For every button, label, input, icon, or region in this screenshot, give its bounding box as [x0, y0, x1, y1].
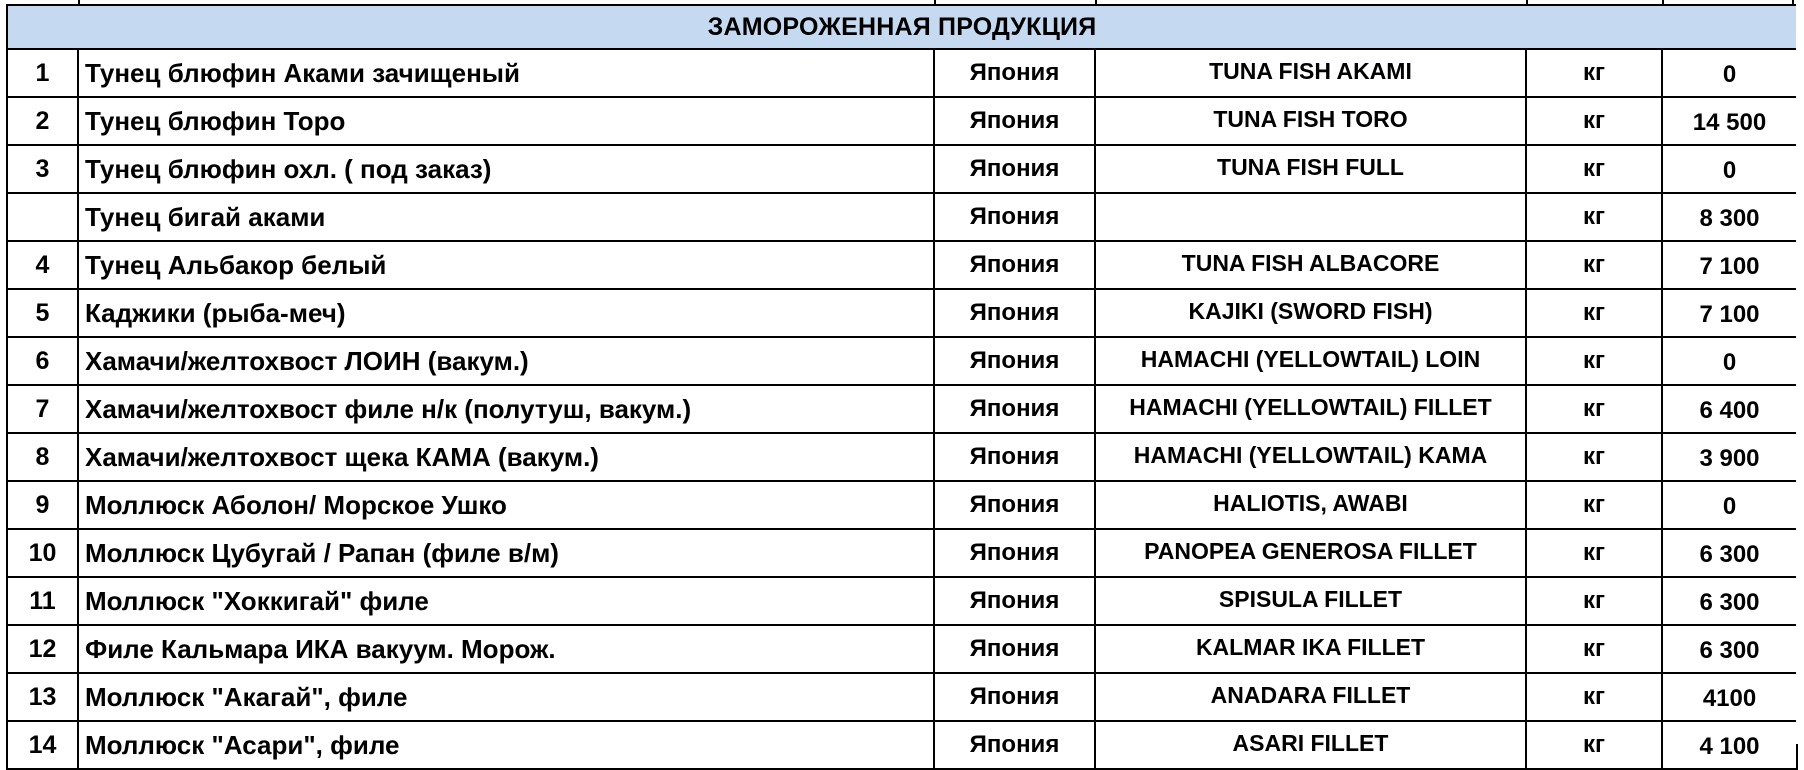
country-cell[interactable]: Япония [934, 529, 1095, 577]
country-cell[interactable]: Япония [934, 289, 1095, 337]
product-name-cell[interactable]: Хамачи/желтохвост ЛОИН (вакум.) [78, 337, 934, 385]
section-header-row [7, 5, 1797, 49]
row-number-cell[interactable] [7, 193, 78, 241]
price-cell[interactable]: 7 100 [1662, 289, 1797, 337]
table-row [7, 721, 1797, 769]
table-row [7, 97, 1797, 145]
product-name-cell[interactable]: Тунец блюфин охл. ( под заказ) [78, 145, 934, 193]
price-cell[interactable]: 6 300 [1662, 577, 1797, 625]
english-name-cell[interactable]: ASARI FILLET [1095, 721, 1526, 769]
english-name-cell[interactable]: ANADARA FILLET [1095, 673, 1526, 721]
section-title[interactable]: ЗАМОРОЖЕННАЯ ПРОДУКЦИЯ [7, 5, 1797, 49]
price-cell[interactable]: 4100 [1662, 673, 1797, 721]
english-name-cell[interactable]: PANOPEA GENEROSA FILLET [1095, 529, 1526, 577]
table-row [7, 337, 1797, 385]
price-cell[interactable]: 7 100 [1662, 241, 1797, 289]
table-row [7, 625, 1797, 673]
row-number-cell[interactable]: 4 [7, 241, 78, 289]
unit-cell[interactable]: кг [1526, 289, 1662, 337]
product-name-cell[interactable]: Тунец бигай аками [78, 193, 934, 241]
unit-cell[interactable]: кг [1526, 433, 1662, 481]
product-name-cell[interactable]: Филе Кальмара ИКА вакуум. Морож. [78, 625, 934, 673]
country-cell[interactable]: Япония [934, 721, 1095, 769]
english-name-cell[interactable]: KAJIKI (SWORD FISH) [1095, 289, 1526, 337]
english-name-cell[interactable]: HAMACHI (YELLOWTAIL) LOIN [1095, 337, 1526, 385]
unit-cell[interactable]: кг [1526, 193, 1662, 241]
price-cell[interactable]: 6 300 [1662, 529, 1797, 577]
english-name-cell[interactable] [1095, 193, 1526, 241]
row-number-cell[interactable]: 10 [7, 529, 78, 577]
price-cell[interactable]: 0 [1662, 337, 1797, 385]
country-cell[interactable]: Япония [934, 385, 1095, 433]
product-name-cell[interactable]: Моллюск "Акагай", филе [78, 673, 934, 721]
country-cell[interactable]: Япония [934, 337, 1095, 385]
price-cell[interactable]: 6 300 [1662, 625, 1797, 673]
table-row [7, 49, 1797, 97]
table-row [7, 577, 1797, 625]
english-name-cell[interactable]: TUNA FISH FULL [1095, 145, 1526, 193]
unit-cell[interactable]: кг [1526, 97, 1662, 145]
product-name-cell[interactable]: Хамачи/желтохвост щека КАМА (вакум.) [78, 433, 934, 481]
product-name-cell[interactable]: Каджики (рыба-меч) [78, 289, 934, 337]
unit-cell[interactable]: кг [1526, 529, 1662, 577]
country-cell[interactable]: Япония [934, 481, 1095, 529]
product-name-cell[interactable]: Тунец Альбакор белый [78, 241, 934, 289]
unit-cell[interactable]: кг [1526, 337, 1662, 385]
country-cell[interactable]: Япония [934, 49, 1095, 97]
country-cell[interactable]: Япония [934, 145, 1095, 193]
table-row [7, 241, 1797, 289]
price-cell[interactable]: 0 [1662, 49, 1797, 97]
table-row [7, 529, 1797, 577]
unit-cell[interactable]: кг [1526, 673, 1662, 721]
english-name-cell[interactable]: KALMAR IKA FILLET [1095, 625, 1526, 673]
english-name-cell[interactable]: HAMACHI (YELLOWTAIL) FILLET [1095, 385, 1526, 433]
english-name-cell[interactable]: TUNA FISH AKAMI [1095, 49, 1526, 97]
table-row [7, 673, 1797, 721]
table-row [7, 481, 1797, 529]
english-name-cell[interactable]: SPISULA FILLET [1095, 577, 1526, 625]
price-cell[interactable]: 14 500 [1662, 97, 1797, 145]
unit-cell[interactable]: кг [1526, 577, 1662, 625]
product-name-cell[interactable]: Хамачи/желтохвост филе н/к (полутуш, вакум.) [78, 385, 934, 433]
price-cell[interactable]: 0 [1662, 481, 1797, 529]
country-cell[interactable]: Япония [934, 625, 1095, 673]
country-cell[interactable]: Япония [934, 433, 1095, 481]
product-name-cell[interactable]: Моллюск "Асари", филе [78, 721, 934, 769]
unit-cell[interactable]: кг [1526, 625, 1662, 673]
row-number-cell[interactable]: 2 [7, 97, 78, 145]
english-name-cell[interactable]: TUNA FISH ALBACORE [1095, 241, 1526, 289]
row-number-cell[interactable]: 6 [7, 337, 78, 385]
unit-cell[interactable]: кг [1526, 385, 1662, 433]
row-number-cell[interactable]: 14 [7, 721, 78, 769]
sheet-right-margin [1796, 0, 1804, 744]
row-number-cell[interactable]: 11 [7, 577, 78, 625]
price-cell[interactable]: 6 400 [1662, 385, 1797, 433]
table-row [7, 193, 1797, 241]
country-cell[interactable]: Япония [934, 673, 1095, 721]
english-name-cell[interactable]: TUNA FISH TORO [1095, 97, 1526, 145]
price-cell[interactable]: 3 900 [1662, 433, 1797, 481]
row-number-cell[interactable]: 8 [7, 433, 78, 481]
product-name-cell[interactable]: Тунец блюфин Аками зачищеный [78, 49, 934, 97]
country-cell[interactable]: Япония [934, 241, 1095, 289]
country-cell[interactable]: Япония [934, 193, 1095, 241]
unit-cell[interactable]: кг [1526, 49, 1662, 97]
unit-cell[interactable]: кг [1526, 241, 1662, 289]
product-name-cell[interactable]: Моллюск Аболон/ Морское Ушко [78, 481, 934, 529]
english-name-cell[interactable]: HAMACHI (YELLOWTAIL) KAMA [1095, 433, 1526, 481]
country-cell[interactable]: Япония [934, 97, 1095, 145]
product-name-cell[interactable]: Тунец блюфин Торо [78, 97, 934, 145]
english-name-cell[interactable]: HALIOTIS, AWABI [1095, 481, 1526, 529]
price-cell[interactable]: 4 100 [1662, 721, 1797, 769]
row-number-cell[interactable]: 7 [7, 385, 78, 433]
unit-cell[interactable]: кг [1526, 145, 1662, 193]
row-number-cell[interactable]: 12 [7, 625, 78, 673]
row-number-cell[interactable]: 9 [7, 481, 78, 529]
country-cell[interactable]: Япония [934, 577, 1095, 625]
table-row [7, 385, 1797, 433]
table-row [7, 433, 1797, 481]
price-cell[interactable]: 8 300 [1662, 193, 1797, 241]
table-row [7, 289, 1797, 337]
row-number-cell[interactable]: 13 [7, 673, 78, 721]
unit-cell[interactable]: кг [1526, 481, 1662, 529]
row-number-cell[interactable]: 5 [7, 289, 78, 337]
price-cell[interactable]: 0 [1662, 145, 1797, 193]
product-table [6, 4, 1798, 770]
product-name-cell[interactable]: Моллюск Цубугай / Рапан (филе в/м) [78, 529, 934, 577]
unit-cell[interactable]: кг [1526, 721, 1662, 769]
product-name-cell[interactable]: Моллюск "Хоккигай" филе [78, 577, 934, 625]
row-number-cell[interactable]: 1 [7, 49, 78, 97]
table-row [7, 145, 1797, 193]
row-number-cell[interactable]: 3 [7, 145, 78, 193]
